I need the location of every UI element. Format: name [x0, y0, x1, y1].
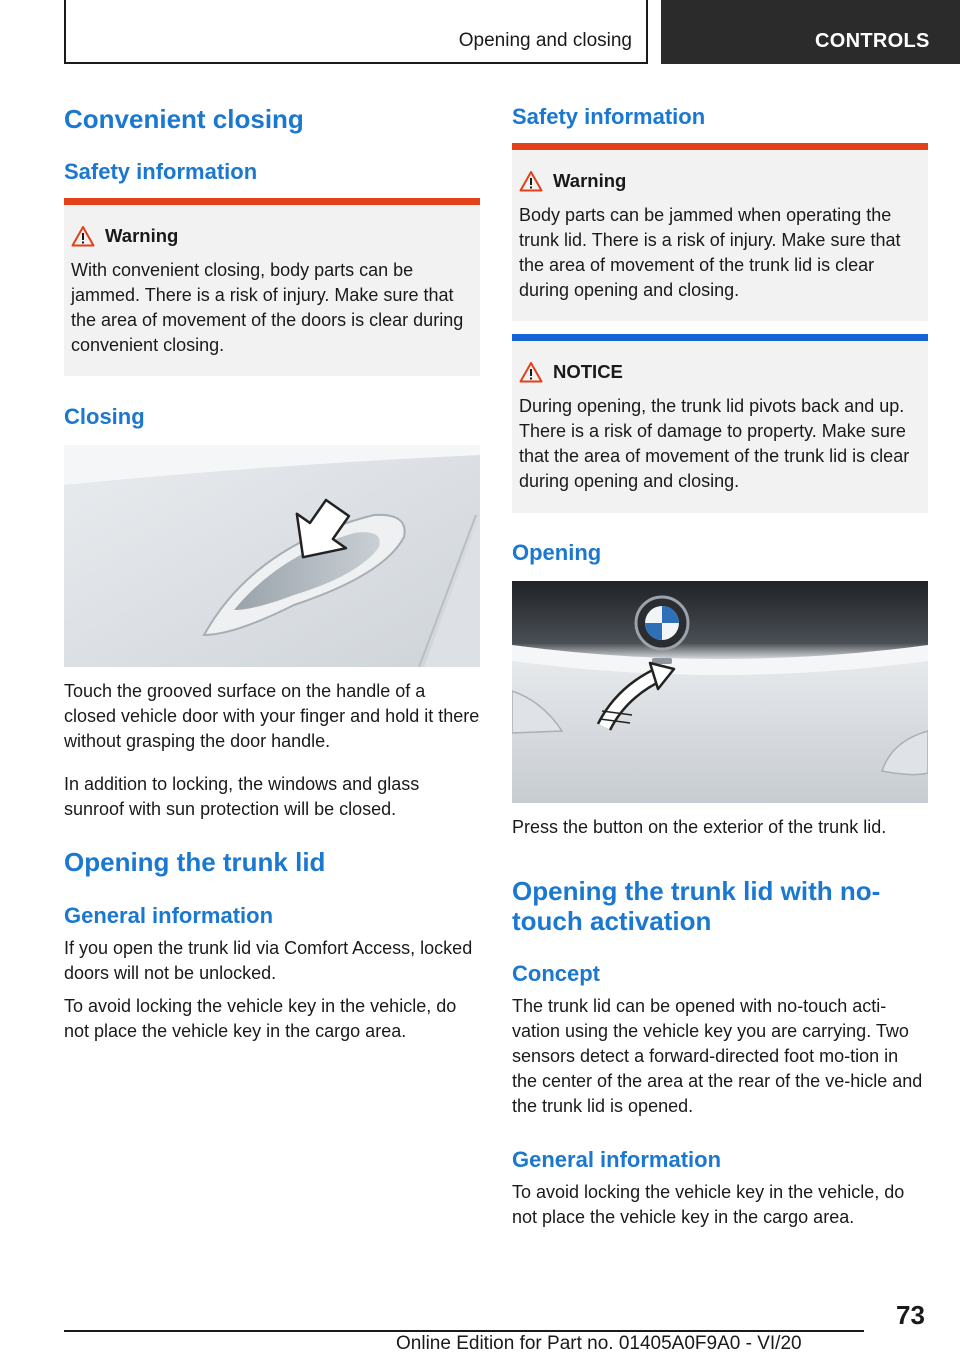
general-paragraph-1: If you open the trunk lid via Comfort Access, locked doors will not be unlocked. [64, 938, 473, 983]
door-handle-figure [64, 445, 480, 667]
opening-paragraph: Press the button on the exterior of the trunk lid. [512, 817, 887, 837]
general-paragraph-2: To avoid locking the vehicle key in the vehicle, do not place the vehicle key in the cargo area. [64, 996, 457, 1041]
warning-title: Warning [553, 170, 627, 191]
right-warning-box [512, 143, 928, 321]
trunk-button-figure [512, 581, 928, 803]
warning-text: With convenient closing, body parts can be jammed. There is a risk of injury. Make sure that the area of movement of the doors is clear during convenient closing. [71, 260, 464, 355]
footer-divider [64, 1330, 864, 1332]
convenient-closing-heading: Convenient closing [64, 104, 304, 134]
notice-triangle-icon [519, 361, 543, 383]
opening-heading: Opening [512, 540, 602, 565]
right-general-paragraph: To avoid locking the vehicle key in the vehicle, do not place the vehicle key in the cargo area. [512, 1182, 905, 1227]
left-general-heading: General information [64, 903, 274, 928]
header-section-tab [64, 0, 648, 64]
warning-text: Body parts can be jammed when operating the trunk lid. There is a risk of injury. Make sure that the area of movement of the trunk lid is clear during opening and closing. [519, 205, 901, 300]
header-chapter-title: CONTROLS [815, 30, 930, 52]
header-chapter-tab [661, 0, 960, 64]
notice-title: NOTICE [553, 361, 623, 382]
warning-title: Warning [105, 225, 179, 246]
left-warning-box [64, 198, 480, 376]
notice-bar [512, 334, 928, 341]
footer-edition: Online Edition for Part no. 01405A0F9A0 - VI/20 [396, 1333, 802, 1354]
concept-paragraph: The trunk lid can be opened with no-touch acti-vation using the vehicle key you are carrying. Two sensors detect a forward-directed foot mo-tion in the center of the area at the rear of the ve-hicle and the trunk lid is opened. [512, 996, 923, 1116]
page-number: 73 [896, 1300, 925, 1330]
trunk-button-illustration [512, 581, 928, 803]
header-section-title: Opening and closing [458, 30, 632, 51]
right-notice-box [512, 334, 928, 513]
warning-triangle-icon [519, 170, 543, 192]
warning-bar [64, 198, 480, 205]
opening-trunk-heading: Opening the trunk lid [64, 847, 326, 877]
left-safety-heading: Safety information [64, 159, 258, 184]
right-general-heading: General information [512, 1147, 722, 1172]
concept-heading: Concept [512, 961, 600, 986]
closing-paragraph-1: Touch the grooved surface on the handle of a closed vehicle door with your finger and hold it there without grasping the door handle. [64, 681, 480, 751]
closing-heading: Closing [64, 404, 145, 429]
notice-text: During opening, the trunk lid pivots back and up. There is a risk of damage to property. Make sure that the area of movement of the trunk lid is clear during opening and closing. [519, 396, 910, 491]
door-handle-illustration [64, 445, 480, 667]
no-touch-heading: Opening the trunk lid with no-touch activation [512, 876, 881, 936]
closing-paragraph-2: In addition to locking, the windows and glass sunroof with sun protection will be closed. [64, 774, 420, 819]
right-safety-heading: Safety information [512, 104, 706, 129]
warning-triangle-icon [71, 225, 95, 247]
warning-bar [512, 143, 928, 150]
